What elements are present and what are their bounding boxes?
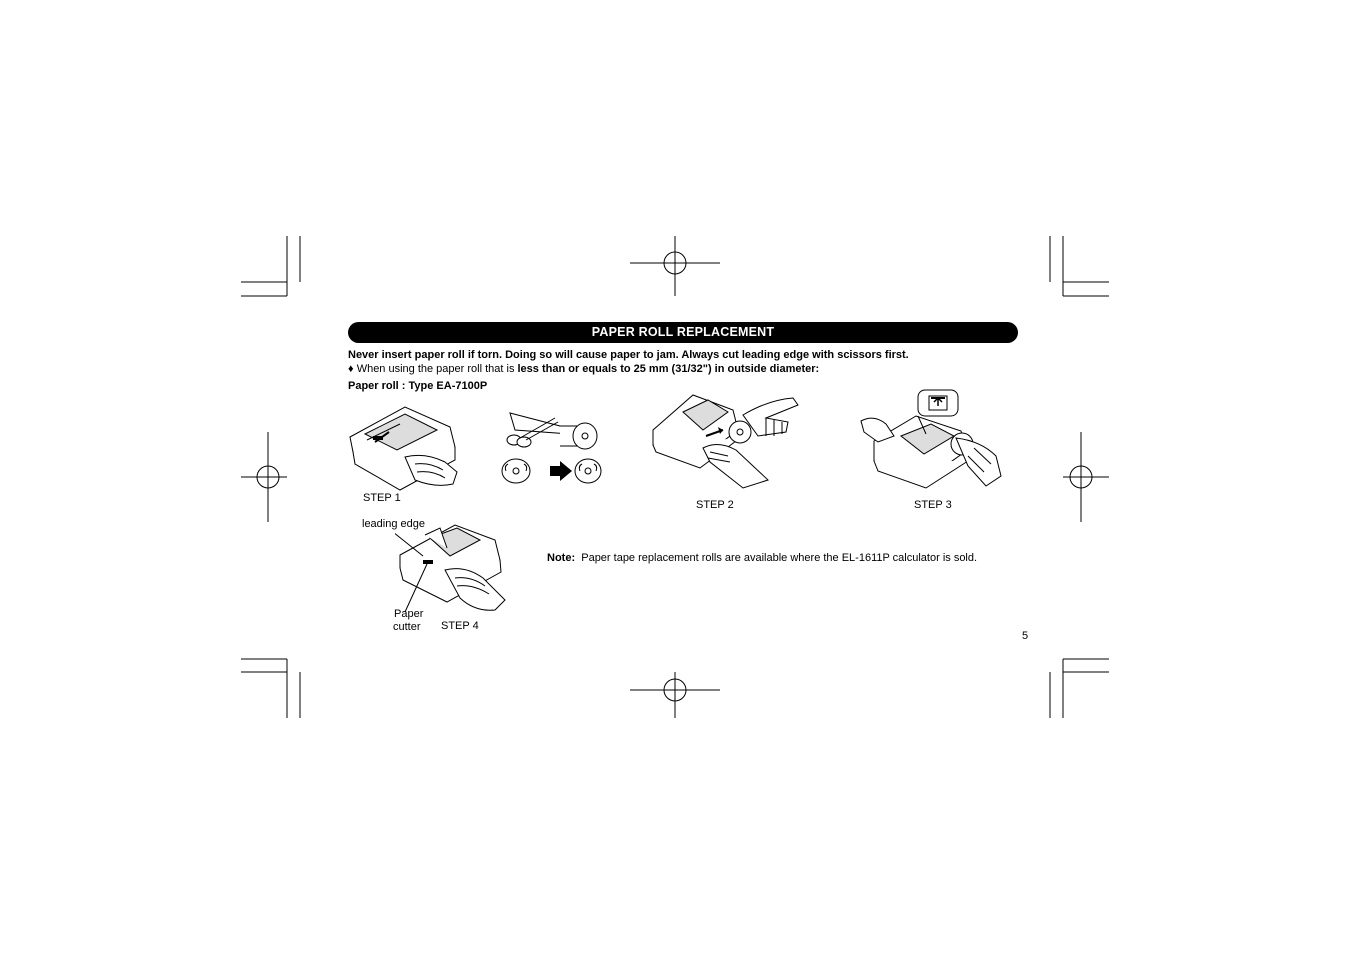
paper-roll-type: Paper roll : Type EA-7100P (348, 380, 488, 392)
diamond-bullet-icon: ♦ (348, 363, 354, 375)
note-label: Note: (547, 552, 576, 564)
leading-edge-label: leading edge (362, 518, 426, 530)
note-line (547, 552, 977, 564)
paper-cutter-label-line1: Paper (394, 608, 424, 620)
section-title-bar (348, 322, 1018, 343)
scissors-roll-illustration (500, 408, 618, 488)
step1-label: STEP 1 (363, 492, 401, 504)
bullet-line (348, 363, 819, 375)
paper-cutter-label-line2: cutter (393, 621, 421, 633)
step2-label: STEP 2 (696, 499, 734, 511)
bullet-text-bold: less than or equals to 25 mm (31/32") in outside diameter: (517, 363, 820, 375)
step4-label: STEP 4 (441, 620, 479, 632)
step3-label: STEP 3 (914, 499, 952, 511)
step4-illustration (395, 520, 510, 620)
page-number: 5 (1022, 630, 1029, 642)
warning-text: Never insert paper roll if torn. Doing so will cause paper to jam. Always cut leading edge with scissors first. (348, 349, 909, 361)
step1-illustration (345, 402, 460, 494)
bullet-text-normal: When using the paper roll that is (356, 363, 518, 375)
note-text: Paper tape replacement rolls are available where the EL-1611P calculator is sold. (581, 552, 978, 564)
step2-illustration (648, 390, 803, 490)
step3-illustration (856, 386, 1006, 491)
section-title: PAPER ROLL REPLACEMENT (591, 325, 775, 339)
